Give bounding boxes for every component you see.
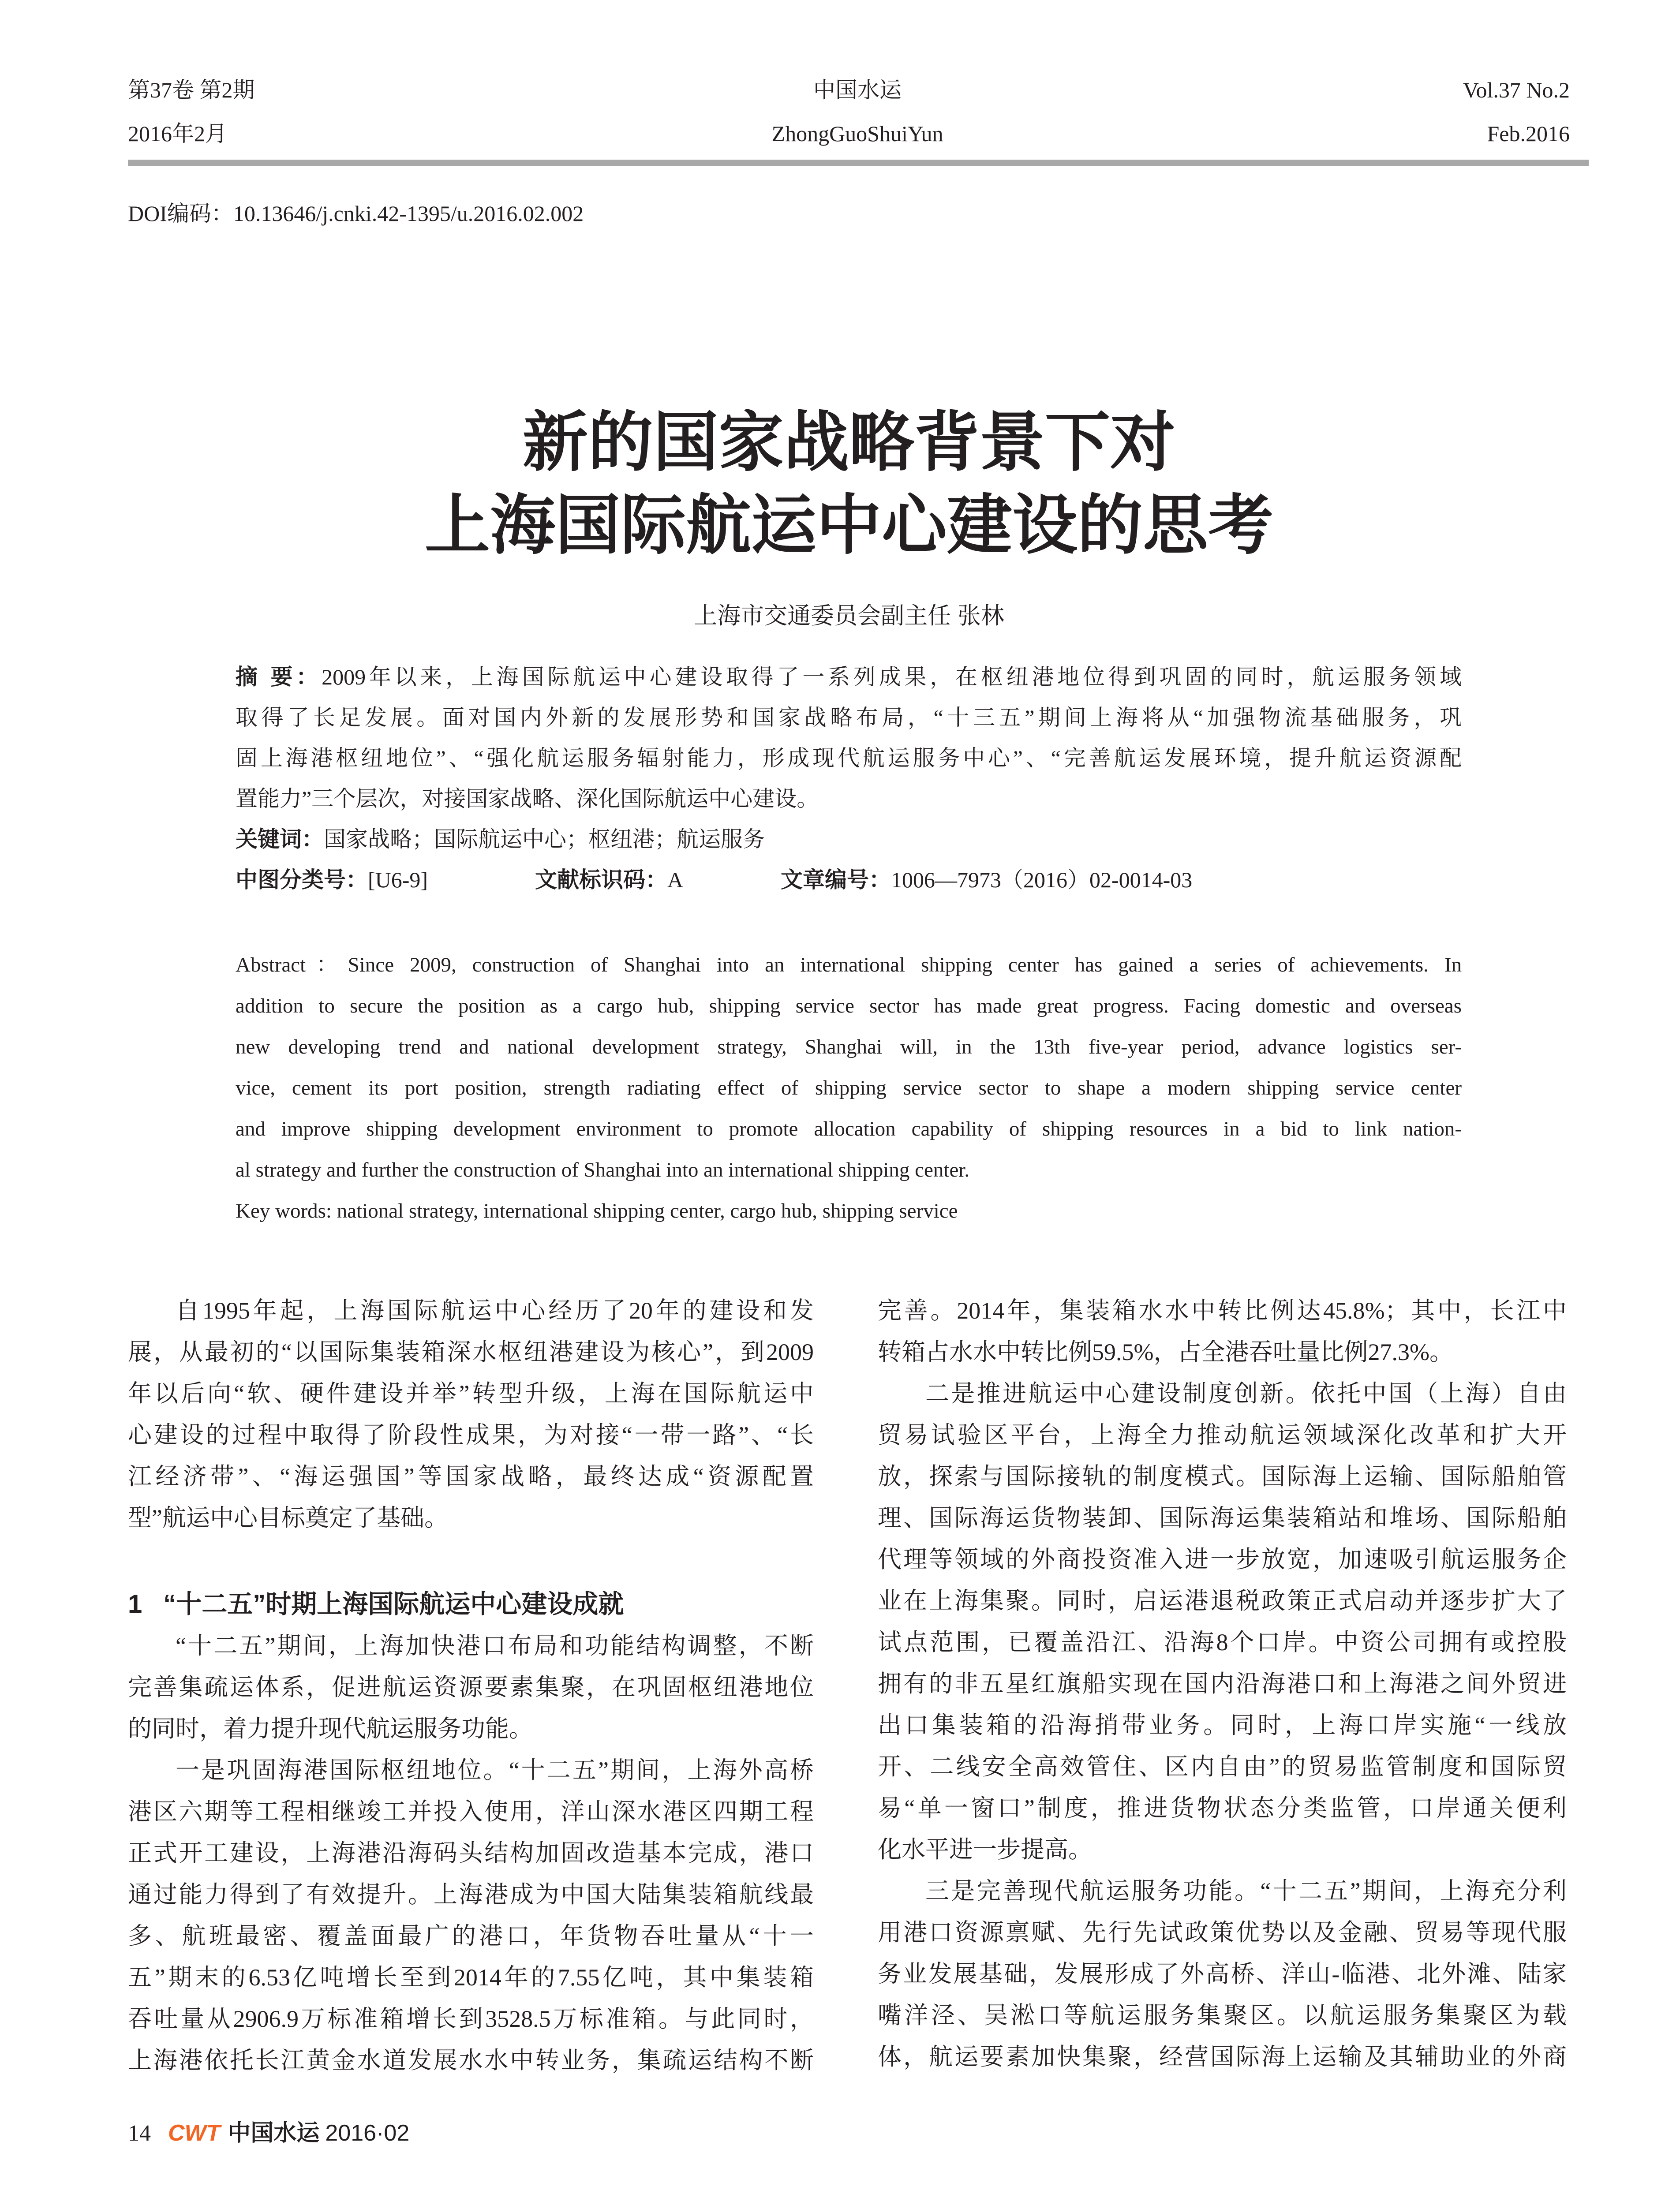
- header-journal-pinyin: ZhongGuoShuiYun: [771, 121, 943, 146]
- header-date-cn: 2016年2月: [128, 121, 227, 146]
- abstract-en-text: Since 2009, construction of Shanghai into an international shipping center has gained a series of achievements. In: [348, 953, 1462, 976]
- header-volume-issue: 第37卷 第2期: [128, 78, 255, 102]
- section-number: 1: [128, 1590, 142, 1618]
- body-line: “十二五”期间，上海加快港口布局和功能结构调整，不断: [176, 1633, 814, 1659]
- abstract-cn-line: 固上海港枢纽地位”、“强化航运服务辐射能力，形成现代航运服务中心”、“完善航运发展环境，提升航运资源配: [236, 746, 1462, 770]
- body-line: 完善。2014年，集装箱水水中转比例达45.8%；其中，长江中: [878, 1297, 1567, 1324]
- body-line: 拥有的非五星红旗船实现在国内沿海港口和上海港之间外贸进: [878, 1671, 1567, 1697]
- abstract-cn-text: 2009年以来，上海国际航运中心建设取得了一系列成果，在枢纽港地位得到巩固的同时，航运服务领域: [322, 665, 1462, 689]
- body-line: 业在上海集聚。同时，启运港退税政策正式启动并逐步扩大了: [878, 1588, 1567, 1614]
- body-line: 理、国际海运货物装卸、国际海运集装箱站和堆场、国际船舶: [878, 1505, 1567, 1531]
- body-line: 完善集疏运体系，促进航运资源要素集聚，在巩固枢纽港地位: [128, 1674, 814, 1700]
- keywords-cn: [236, 819, 1462, 860]
- paragraph: [878, 1373, 1567, 1870]
- header-rule: [128, 160, 1589, 166]
- body-line: 年以后向“软、硬件建设并举”转型升级，上海在国际航运中: [128, 1380, 814, 1407]
- body-line: 体，航运要素加快集聚，经营国际海上运输及其辅助业的外商: [878, 2044, 1567, 2070]
- body-line: 心建设的过程中取得了阶段性成果，为对接“一带一路”、“长: [128, 1422, 814, 1448]
- body-line: 一是巩固海港国际枢纽地位。“十二五”期间，上海外高桥: [176, 1757, 814, 1783]
- body-line: 通过能力得到了有效提升。上海港成为中国大陆集装箱航线最: [128, 1881, 814, 1908]
- header-date-en: Feb.2016: [1487, 121, 1570, 146]
- article-title: [128, 402, 1570, 568]
- abstract-en: [236, 945, 1462, 1232]
- author-line: 上海市交通委员会副主任 张林: [694, 603, 1004, 629]
- title-line-1: 新的国家战略背景下对: [523, 407, 1175, 479]
- paragraph: [878, 1290, 1567, 1373]
- body-line: 放，探索与国际接轨的制度模式。国际海上运输、国际船舶管: [878, 1463, 1567, 1490]
- abstract-cn-line: 取得了长足发展。面对国内外新的发展形势和国家战略布局，“十三五”期间上海将从“加强物流基础服务，巩: [236, 705, 1462, 730]
- page-footer: [128, 2118, 409, 2149]
- body-line: 务业发展基础，发展形成了外高桥、洋山-临港、北外滩、陆家: [878, 1961, 1567, 1987]
- body-line: 三是完善现代航运服务功能。“十二五”期间，上海充分利: [925, 1878, 1567, 1904]
- body-line: 展，从最初的“以国际集装箱深水枢纽港建设为核心”，到2009: [128, 1339, 814, 1365]
- keywords-cn-value: 国家战略；国际航运中心；枢纽港；航运服务: [324, 827, 765, 852]
- abstract-en-line: vice, cement its port position, strength radiating effect of shipping service sector to shape a modern shipping service center: [236, 1076, 1462, 1099]
- keywords-cn-label: 关键词：: [236, 827, 324, 852]
- document-code-label: 文献标识码：: [535, 867, 667, 892]
- body-line: 易“单一窗口”制度，推进货物状态分类监管，口岸通关便利: [878, 1795, 1567, 1821]
- abstract-en-label: Abstract：: [236, 953, 348, 976]
- footer-issue: 2016·02: [325, 2120, 410, 2146]
- body-line: 转箱占水水中转比例59.5%，占全港吞吐量比例27.3%。: [878, 1339, 1453, 1365]
- body-line: 自1995年起，上海国际航运中心经历了20年的建设和发: [176, 1297, 814, 1324]
- abstract-cn-line: 置能力”三个层次，对接国家战略、深化国际航运中心建设。: [236, 786, 819, 811]
- abstract-en-line: al strategy and further the construction of Shanghai into an international shipping center.: [236, 1159, 970, 1181]
- journal-logo-cwt: CWT: [168, 2120, 221, 2146]
- body-line: 试点范围，已覆盖沿江、沿海8个口岸。中资公司拥有或控股: [878, 1629, 1567, 1656]
- body-line: 化水平进一步提高。: [878, 1836, 1092, 1863]
- article-number: [781, 860, 1192, 900]
- abstract-en-line: addition to secure the position as a cargo hub, shipping service sector has made great progress. Facing domestic and overseas: [236, 994, 1462, 1017]
- paragraph: [878, 1870, 1567, 2078]
- body-line: 江经济带”、“海运强国”等国家战略，最终达成“资源配置: [128, 1463, 814, 1490]
- body-line: 代理等领域的外商投资准入进一步放宽，加速吸引航运服务企: [878, 1546, 1567, 1573]
- section-title: “十二五”时期上海国际航运中心建设成就: [163, 1590, 624, 1618]
- body-line: 型”航运中心目标奠定了基础。: [128, 1505, 448, 1531]
- body-line: 出口集装箱的沿海捎带业务。同时，上海口岸实施“一线放: [878, 1712, 1567, 1738]
- abstract-cn-line: [236, 657, 1462, 697]
- clc-number: [236, 860, 428, 900]
- abstract-cn-label: 摘 要：: [236, 665, 322, 689]
- body-line: 贸易试验区平台，上海全力推动航运领域深化改革和扩大开: [878, 1422, 1567, 1448]
- body-line: 嘴洋泾、吴淞口等航运服务集聚区。以航运服务集聚区为载: [878, 2002, 1567, 2029]
- paragraph: [128, 1749, 814, 2081]
- paragraph: [128, 1290, 814, 1539]
- header-journal-name: 中国水运: [813, 78, 902, 102]
- body-line: 用港口资源禀赋、先行先试政策优势以及金融、贸易等现代服: [878, 1919, 1567, 1946]
- body-line: 上海港依托长江黄金水道发展水水中转业务，集疏运结构不断: [128, 2047, 814, 2074]
- abstract-cn: [236, 657, 1462, 900]
- classification-line: [236, 860, 1462, 900]
- body-line: 港区六期等工程相继竣工并投入使用，洋山深水港区四期工程: [128, 1798, 814, 1825]
- body-line: 五”期末的6.53亿吨增长至到2014年的7.55亿吨，其中集装箱: [128, 1964, 814, 1991]
- keywords-en: Key words: national strategy, international shipping center, cargo hub, shipping service: [236, 1200, 958, 1222]
- body-line: 二是推进航运中心建设制度创新。依托中国（上海）自由: [925, 1380, 1567, 1407]
- section-heading: [128, 1584, 814, 1625]
- body-line: 的同时，着力提升现代航运服务功能。: [128, 1715, 533, 1742]
- abstract-en-line: new developing trend and national development strategy, Shanghai will, in the 13th five-year period, advance logistics ser-: [236, 1035, 1462, 1058]
- doi-line: DOI编码：10.13646/j.cnki.42-1395/u.2016.02.002: [128, 201, 584, 226]
- abstract-en-line: and improve shipping development environment to promote allocation capability of shipping resources in a bid to link nation-: [236, 1117, 1462, 1140]
- title-line-2: 上海国际航运中心建设的思考: [425, 490, 1273, 562]
- clc-value: [U6-9]: [368, 867, 428, 892]
- document-code-value: A: [667, 867, 684, 892]
- body-line: 正式开工建设，上海港沿海码头结构加固改造基本完成，港口: [128, 1840, 814, 1866]
- body-column-left: [128, 1290, 814, 2081]
- article-number-value: 1006—7973（2016）02-0014-03: [891, 867, 1193, 892]
- document-code: [535, 860, 683, 900]
- body-column-right: [878, 1290, 1567, 2078]
- page-number: 14: [128, 2121, 151, 2146]
- article-number-label: 文章编号：: [781, 867, 891, 892]
- body-line: 吞吐量从2906.9万标准箱增长到3528.5万标准箱。与此同时，: [128, 2006, 814, 2032]
- paragraph: [128, 1625, 814, 1749]
- abstract-en-line: [236, 945, 1462, 986]
- body-line: 多、航班最密、覆盖面最广的港口，年货物吞吐量从“十一: [128, 1923, 814, 1949]
- header-vol-no: Vol.37 No.2: [1463, 78, 1570, 102]
- footer-journal-name: 中国水运: [228, 2120, 320, 2146]
- clc-label: 中图分类号：: [236, 867, 368, 892]
- body-line: 开、二线安全高效管住、区内自由”的贸易监管制度和国际贸: [878, 1753, 1567, 1780]
